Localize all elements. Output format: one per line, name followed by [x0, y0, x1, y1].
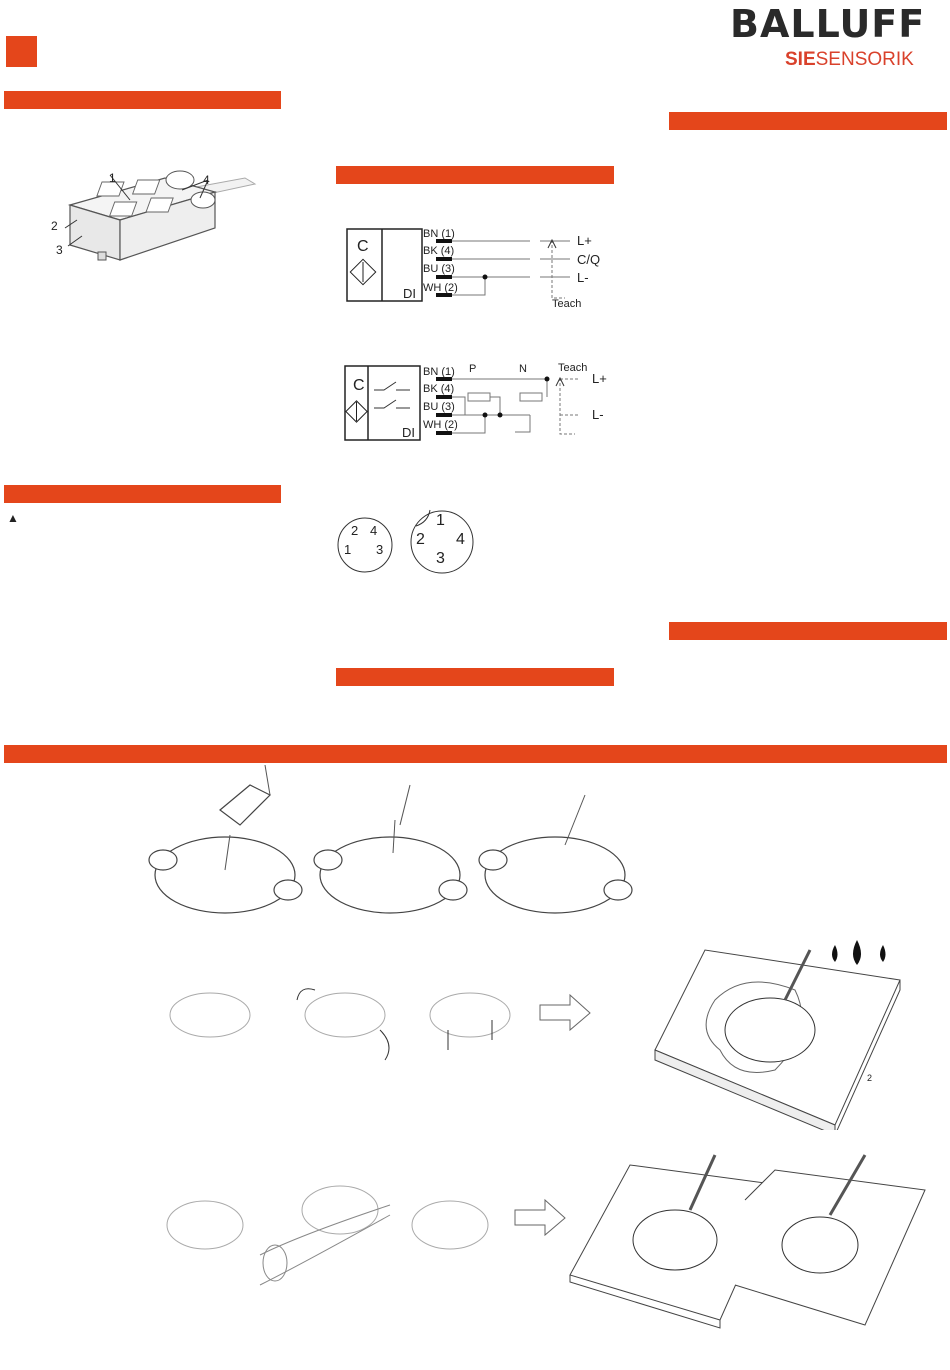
callout-3: 3	[56, 243, 63, 257]
brand-color-square	[6, 36, 37, 67]
pin-large-1: 1	[436, 512, 445, 529]
terminal-lminus-a: L-	[577, 270, 589, 285]
section-bar-wide	[4, 745, 947, 763]
section-bar-3	[336, 166, 614, 184]
drop-height-label: 2	[867, 1073, 873, 1083]
teach-label-a: Teach	[552, 298, 582, 310]
terminal-cq-a: C/Q	[577, 252, 601, 267]
mounting-steps-row-3	[160, 1175, 570, 1295]
section-bar-1	[4, 91, 281, 109]
mounting-steps-row-1	[145, 765, 645, 925]
callout-4: 4	[203, 173, 210, 187]
section-bar-2	[669, 112, 947, 130]
pin-small-3: 3	[376, 542, 384, 557]
mounting-on-surface-drawing	[645, 930, 920, 1130]
pin-large-2: 2	[416, 531, 425, 548]
pin-small-4: 4	[370, 523, 378, 538]
warning-icon: ▲	[7, 511, 19, 525]
terminal-lplus-b: L+	[592, 371, 607, 386]
symbol-c-a: C	[357, 238, 369, 255]
pin-large-4: 4	[456, 531, 465, 548]
mounting-steps-row-2	[165, 975, 605, 1065]
wiring-diagram-b	[340, 360, 620, 450]
teach-label-b: Teach	[558, 362, 588, 374]
wire-label-a-wh: WH (2)	[423, 282, 458, 294]
terminal-lminus-b: L-	[592, 407, 604, 422]
pin-large-3: 3	[436, 550, 445, 567]
pin-small-1: 1	[344, 542, 352, 557]
section-bar-5	[669, 622, 947, 640]
symbol-c-b: C	[353, 377, 365, 394]
section-bar-6	[336, 668, 614, 686]
pin-small-2: 2	[351, 523, 359, 538]
mounted-sensors-drawing	[565, 1150, 940, 1335]
wire-label-a-bu: BU (3)	[423, 263, 455, 275]
wire-label-b-bk: BK (4)	[423, 383, 455, 395]
label-n: N	[519, 363, 527, 375]
wire-label-b-wh: WH (2)	[423, 419, 458, 431]
terminal-lplus-a: L+	[577, 233, 592, 248]
brand-sublogo: SIESENSORIK	[785, 49, 914, 70]
wire-label-a-bk: BK (4)	[423, 245, 455, 257]
wire-label-b-bu: BU (3)	[423, 401, 455, 413]
wire-label-b-bn: BN (1)	[423, 366, 455, 378]
product-illustration	[40, 160, 260, 275]
symbol-di-a: DI	[403, 286, 416, 301]
label-p: P	[469, 363, 477, 375]
wire-label-a-bn: BN (1)	[423, 228, 455, 240]
brand-logo: BALLUFF	[730, 2, 926, 46]
symbol-di-b: DI	[402, 425, 415, 440]
callout-1: 1	[109, 171, 116, 185]
callout-2: 2	[51, 219, 58, 233]
section-bar-4	[4, 485, 281, 503]
wiring-diagram-a	[340, 220, 620, 315]
